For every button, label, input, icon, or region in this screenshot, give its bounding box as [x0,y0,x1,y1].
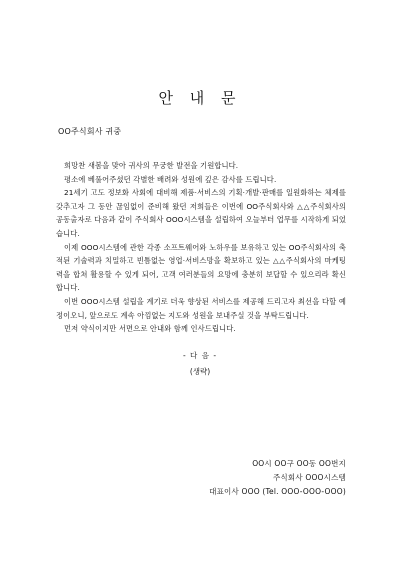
signature-address: OO시 OO구 OO동 OO번지 [252,459,346,468]
paragraph-establishment: 21세기 고도 정보화 사회에 대비해 제품·서비스의 기획·개발·판매를 일원화하는 체제를 갖추고자 그 동안 끊임없이 준비해 왔던 저희들은 이번에 OO주식회사와 △△주식회사의 공동출자로 다음과 같이 주식회사 OOO시스템을 설립하여 오늘부터 업무를 시작하게 되었습니다. [56,188,346,238]
document-title: 안 내 문 [158,89,242,107]
paragraph-closing: 먼저 약식이지만 서면으로 안내와 함께 인사드립니다. [64,324,236,334]
omitted-note: (생략) [189,367,211,376]
details-heading: - 다 음 - [182,351,218,360]
paragraph-capabilities: 이제 OOO시스템에 관한 각종 소프트웨어와 노하우를 보유하고 있는 OO주식회사의 축적된 기술력과 치밀하고 빈틈없는 영업·서비스망을 확보하고 있는 △△주식회사의 마케팅력을 합쳐 활용할 수 있게 되어, 고객 여러분들의 요망에 충분히 보답할 수 있으리라 확신합니다. [56,242,346,293]
paragraph-request: 이번 OOO시스템 설립을 계기로 더욱 향상된 서비스를 제공해 드리고자 최선을 다할 예정이오니, 앞으로도 계속 아낌없는 지도와 성원을 보내주실 것을 부탁드립니다. [56,296,346,320]
recipient-line: OO주식회사 귀중 [58,127,122,136]
paragraph-greeting: 희망찬 새봄을 맞아 귀사의 무궁한 발전을 기원합니다. [64,161,239,170]
letter-body [56,159,346,336]
signature-company: 주식회사 OOO시스템 [272,473,346,482]
paragraph-thanks: 평소에 베풀어주셨던 각별한 배려와 성원에 깊은 감사를 드립니다. [64,174,277,184]
signature-ceo: 대표이사 OOO (Tel. OOO-OOO-OOO) [209,487,346,496]
